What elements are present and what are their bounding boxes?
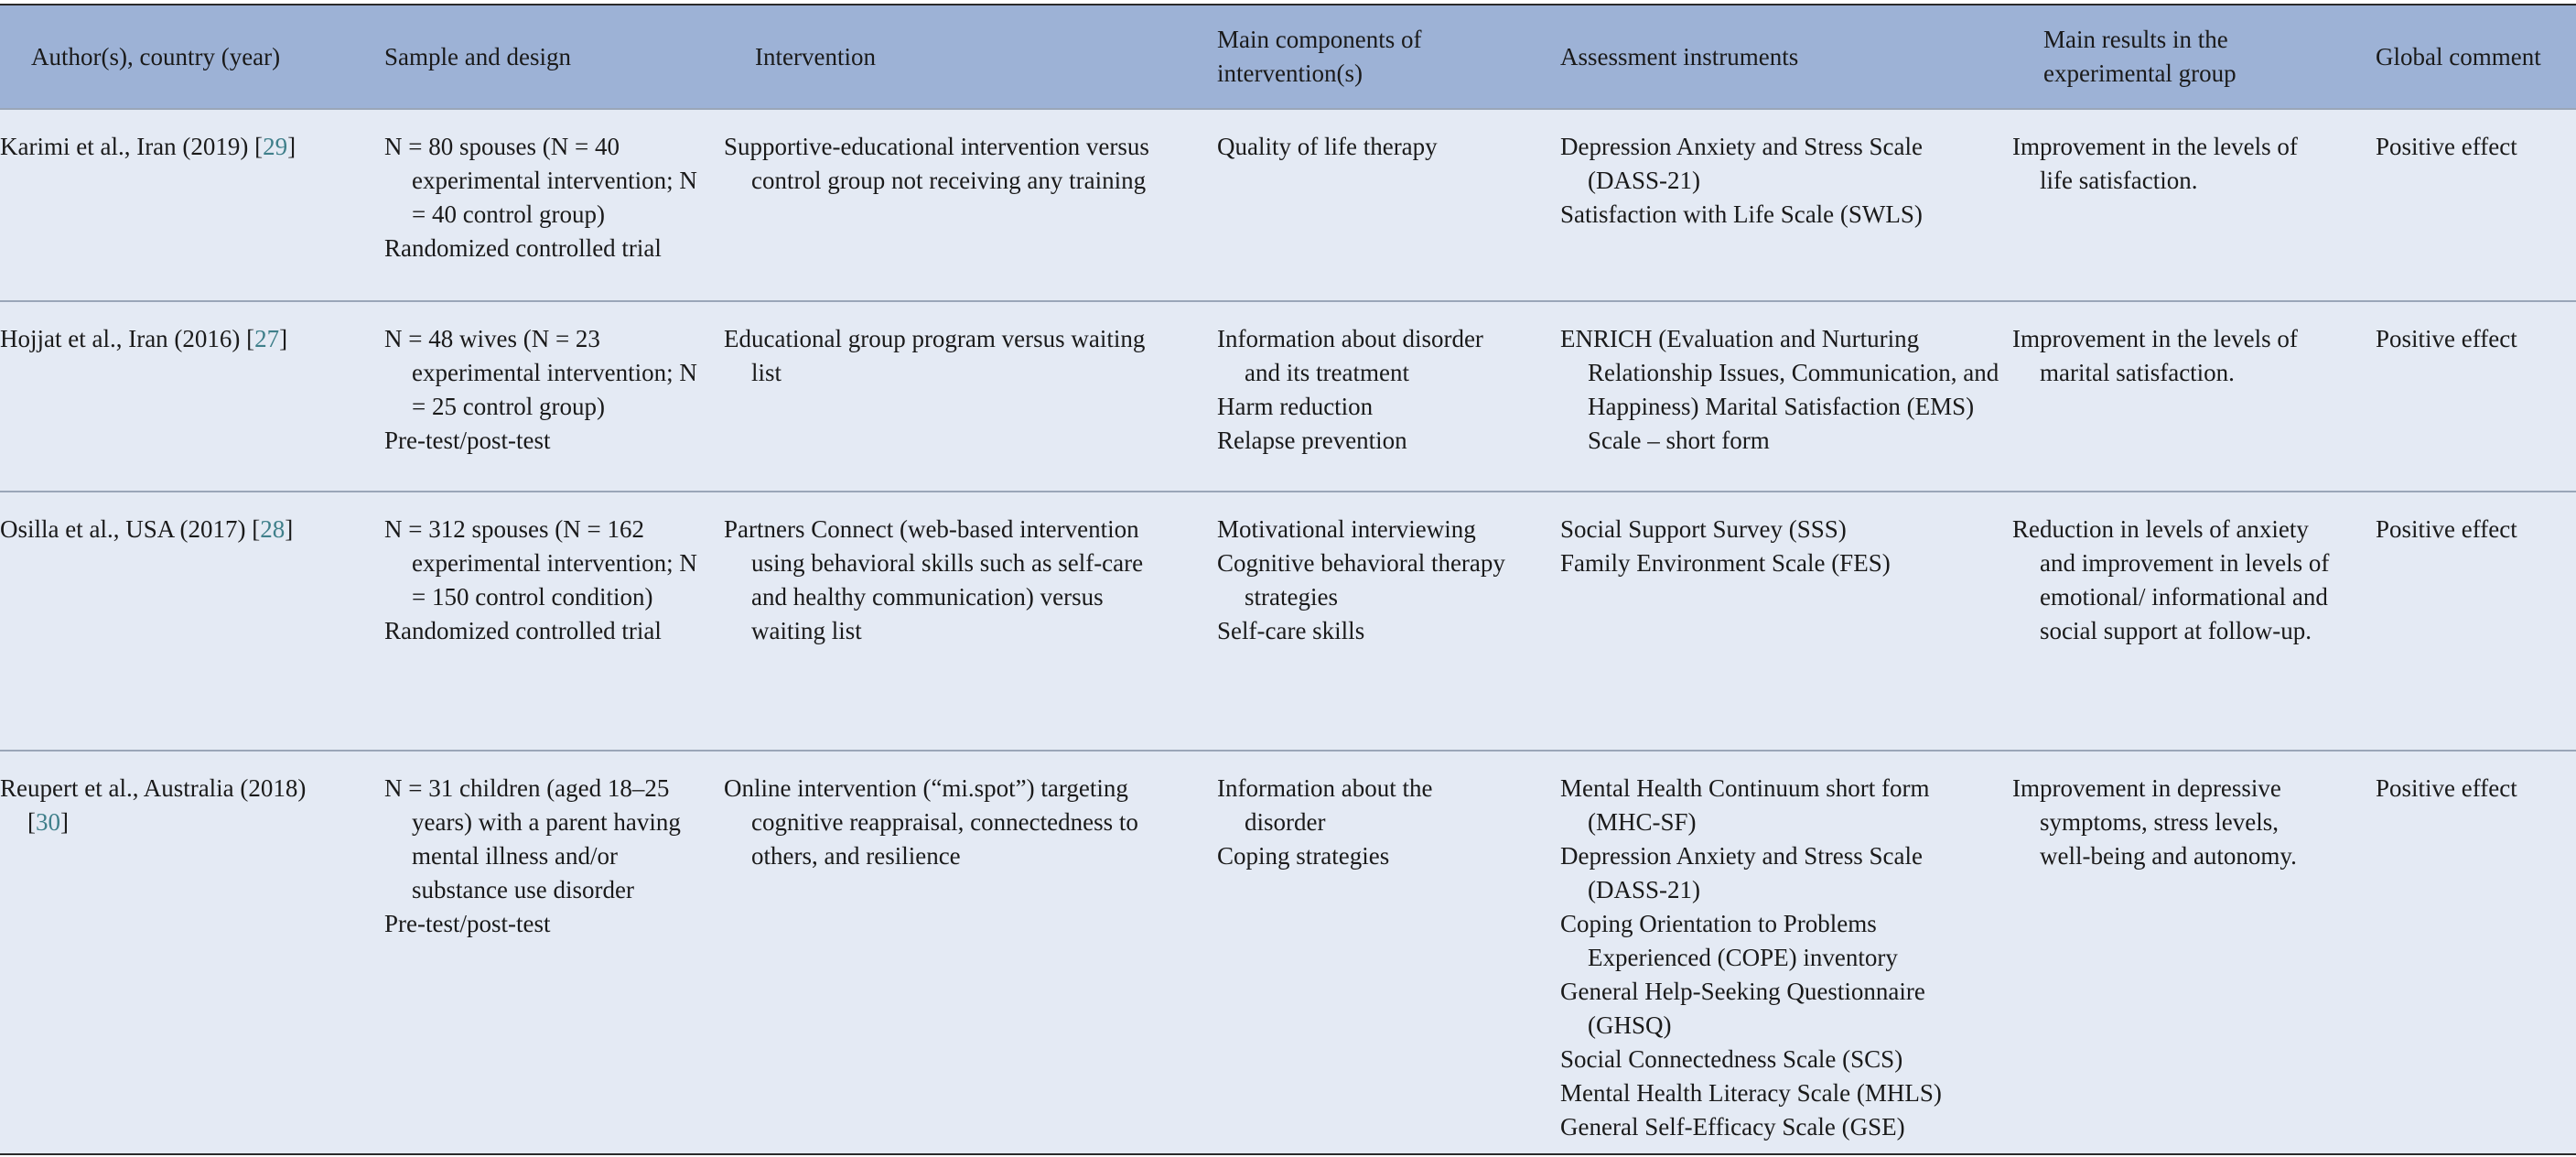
author-text: Osilla et al., USA (2017) [0,515,246,543]
cell-intervention: Partners Connect (web-based intervention using behavioral skills such as self-care and healthy communication) versus waiting list [724,515,1144,644]
author-text: Reupert et al., Australia (2018) [0,774,307,802]
author-text: Karimi et al., Iran (2019) [0,133,249,160]
cell-intervention: Supportive-educational intervention versus control group not receiving any training [724,133,1149,194]
design-line: Randomized controlled trial [384,234,662,262]
design-line: Pre-test/post-test [384,427,551,454]
cell-instruments [1529,109,2012,301]
header-results: Main results in the experimental group [2043,26,2236,87]
header-intervention: Intervention [755,42,876,70]
instrument-item: Social Support Survey (SSS) [1560,515,1847,543]
cell-components [1186,751,1529,1153]
table-row [0,492,2576,751]
cell-comment: Positive effect [2376,774,2517,802]
reference-link[interactable]: 29 [263,133,288,160]
cell-comment: Positive effect [2376,325,2517,352]
table-row [0,751,2576,1153]
component-item: Coping strategies [1217,842,1390,870]
table-row [0,301,2576,492]
header-comment: Global comment [2376,42,2541,70]
header-components: Main components of intervention(s) [1217,26,1422,87]
reference-link[interactable]: 30 [36,808,60,836]
cell-author: Osilla et al., USA (2017) [28] [0,515,294,543]
header-author: Author(s), country (year) [31,42,281,70]
cell-intervention: Online intervention (“mi.spot”) targeting cognitive reappraisal, connectedness to others, and resilience [724,774,1138,870]
design-line: Pre-test/post-test [384,910,551,937]
reference-link[interactable]: 27 [254,325,280,352]
sample-line: N = 48 wives (N = 23 experimental intervention; N = 25 control group) [384,325,697,420]
table-header-row [0,5,2576,109]
cell-results: Improvement in the levels of life satisfaction. [2012,133,2298,194]
cell-instruments [1529,751,2012,1153]
component-item: Relapse prevention [1217,427,1407,454]
studies-table [0,5,2576,1153]
component-item: Cognitive behavioral therapy strategies [1217,549,1505,611]
cell-components [1186,109,1529,301]
header-sample: Sample and design [384,42,571,70]
reference-link[interactable]: 28 [260,515,286,543]
cell-intervention: Educational group program versus waiting list [724,325,1146,386]
component-item: Information about the disorder [1217,774,1433,836]
cell-sample [353,751,724,1153]
design-line: Randomized controlled trial [384,617,662,644]
sample-line: N = 31 children (aged 18–25 years) with a parent having mental illness and/or substance use disorder [384,774,681,903]
cell-results: Improvement in depressive symptoms, stress levels, well-being and autonomy. [2012,774,2297,870]
component-item: Harm reduction [1217,393,1374,420]
instrument-item: Mental Health Continuum short form (MHC-SF) [1560,774,1930,836]
instrument-item: ENRICH (Evaluation and Nurturing Relationship Issues, Communication, and Happiness) Marital Satisfaction (EMS) Scale – short form [1560,325,1999,454]
sample-line: N = 80 spouses (N = 40 experimental intervention; N = 40 control group) [384,133,697,228]
cell-comment: Positive effect [2376,515,2517,543]
cell-author: Reupert et al., Australia (2018) [30] [0,774,307,836]
sample-line: N = 312 spouses (N = 162 experimental intervention; N = 150 control condition) [384,515,697,611]
instrument-item: Depression Anxiety and Stress Scale (DASS-21) [1560,133,1923,194]
header-instruments: Assessment instruments [1560,42,1799,70]
table-row [0,109,2576,301]
instrument-item: Social Connectedness Scale (SCS) [1560,1045,1903,1073]
cell-components [1186,492,1529,751]
instrument-item: General Self-Efficacy Scale (GSE) [1560,1113,1905,1141]
instrument-item: Depression Anxiety and Stress Scale (DASS-21) [1560,842,1923,903]
cell-instruments [1529,492,2012,751]
cell-components [1186,301,1529,492]
studies-table-panel [0,4,2576,1155]
cell-author: Karimi et al., Iran (2019) [29] [0,133,296,160]
component-item: Information about disorder and its treatment [1217,325,1483,386]
cell-results: Improvement in the levels of marital satisfaction. [2012,325,2298,386]
cell-sample [353,109,724,301]
component-item: Quality of life therapy [1217,133,1438,160]
cell-sample [353,492,724,751]
component-item: Motivational interviewing [1217,515,1476,543]
cell-sample [353,301,724,492]
component-item: Self-care skills [1217,617,1365,644]
instrument-item: Mental Health Literacy Scale (MHLS) [1560,1079,1942,1107]
instrument-item: Coping Orientation to Problems Experienced (COPE) inventory [1560,910,1898,971]
cell-comment: Positive effect [2376,133,2517,160]
instrument-item: Satisfaction with Life Scale (SWLS) [1560,200,1923,228]
instrument-item: General Help-Seeking Questionnaire (GHSQ) [1560,978,1925,1039]
author-text: Hojjat et al., Iran (2016) [0,325,241,352]
cell-instruments [1529,301,2012,492]
cell-author: Hojjat et al., Iran (2016) [27] [0,325,288,352]
cell-results: Reduction in levels of anxiety and improvement in levels of emotional/ informational and social support at follow-up. [2012,515,2330,644]
instrument-item: Family Environment Scale (FES) [1560,549,1891,577]
